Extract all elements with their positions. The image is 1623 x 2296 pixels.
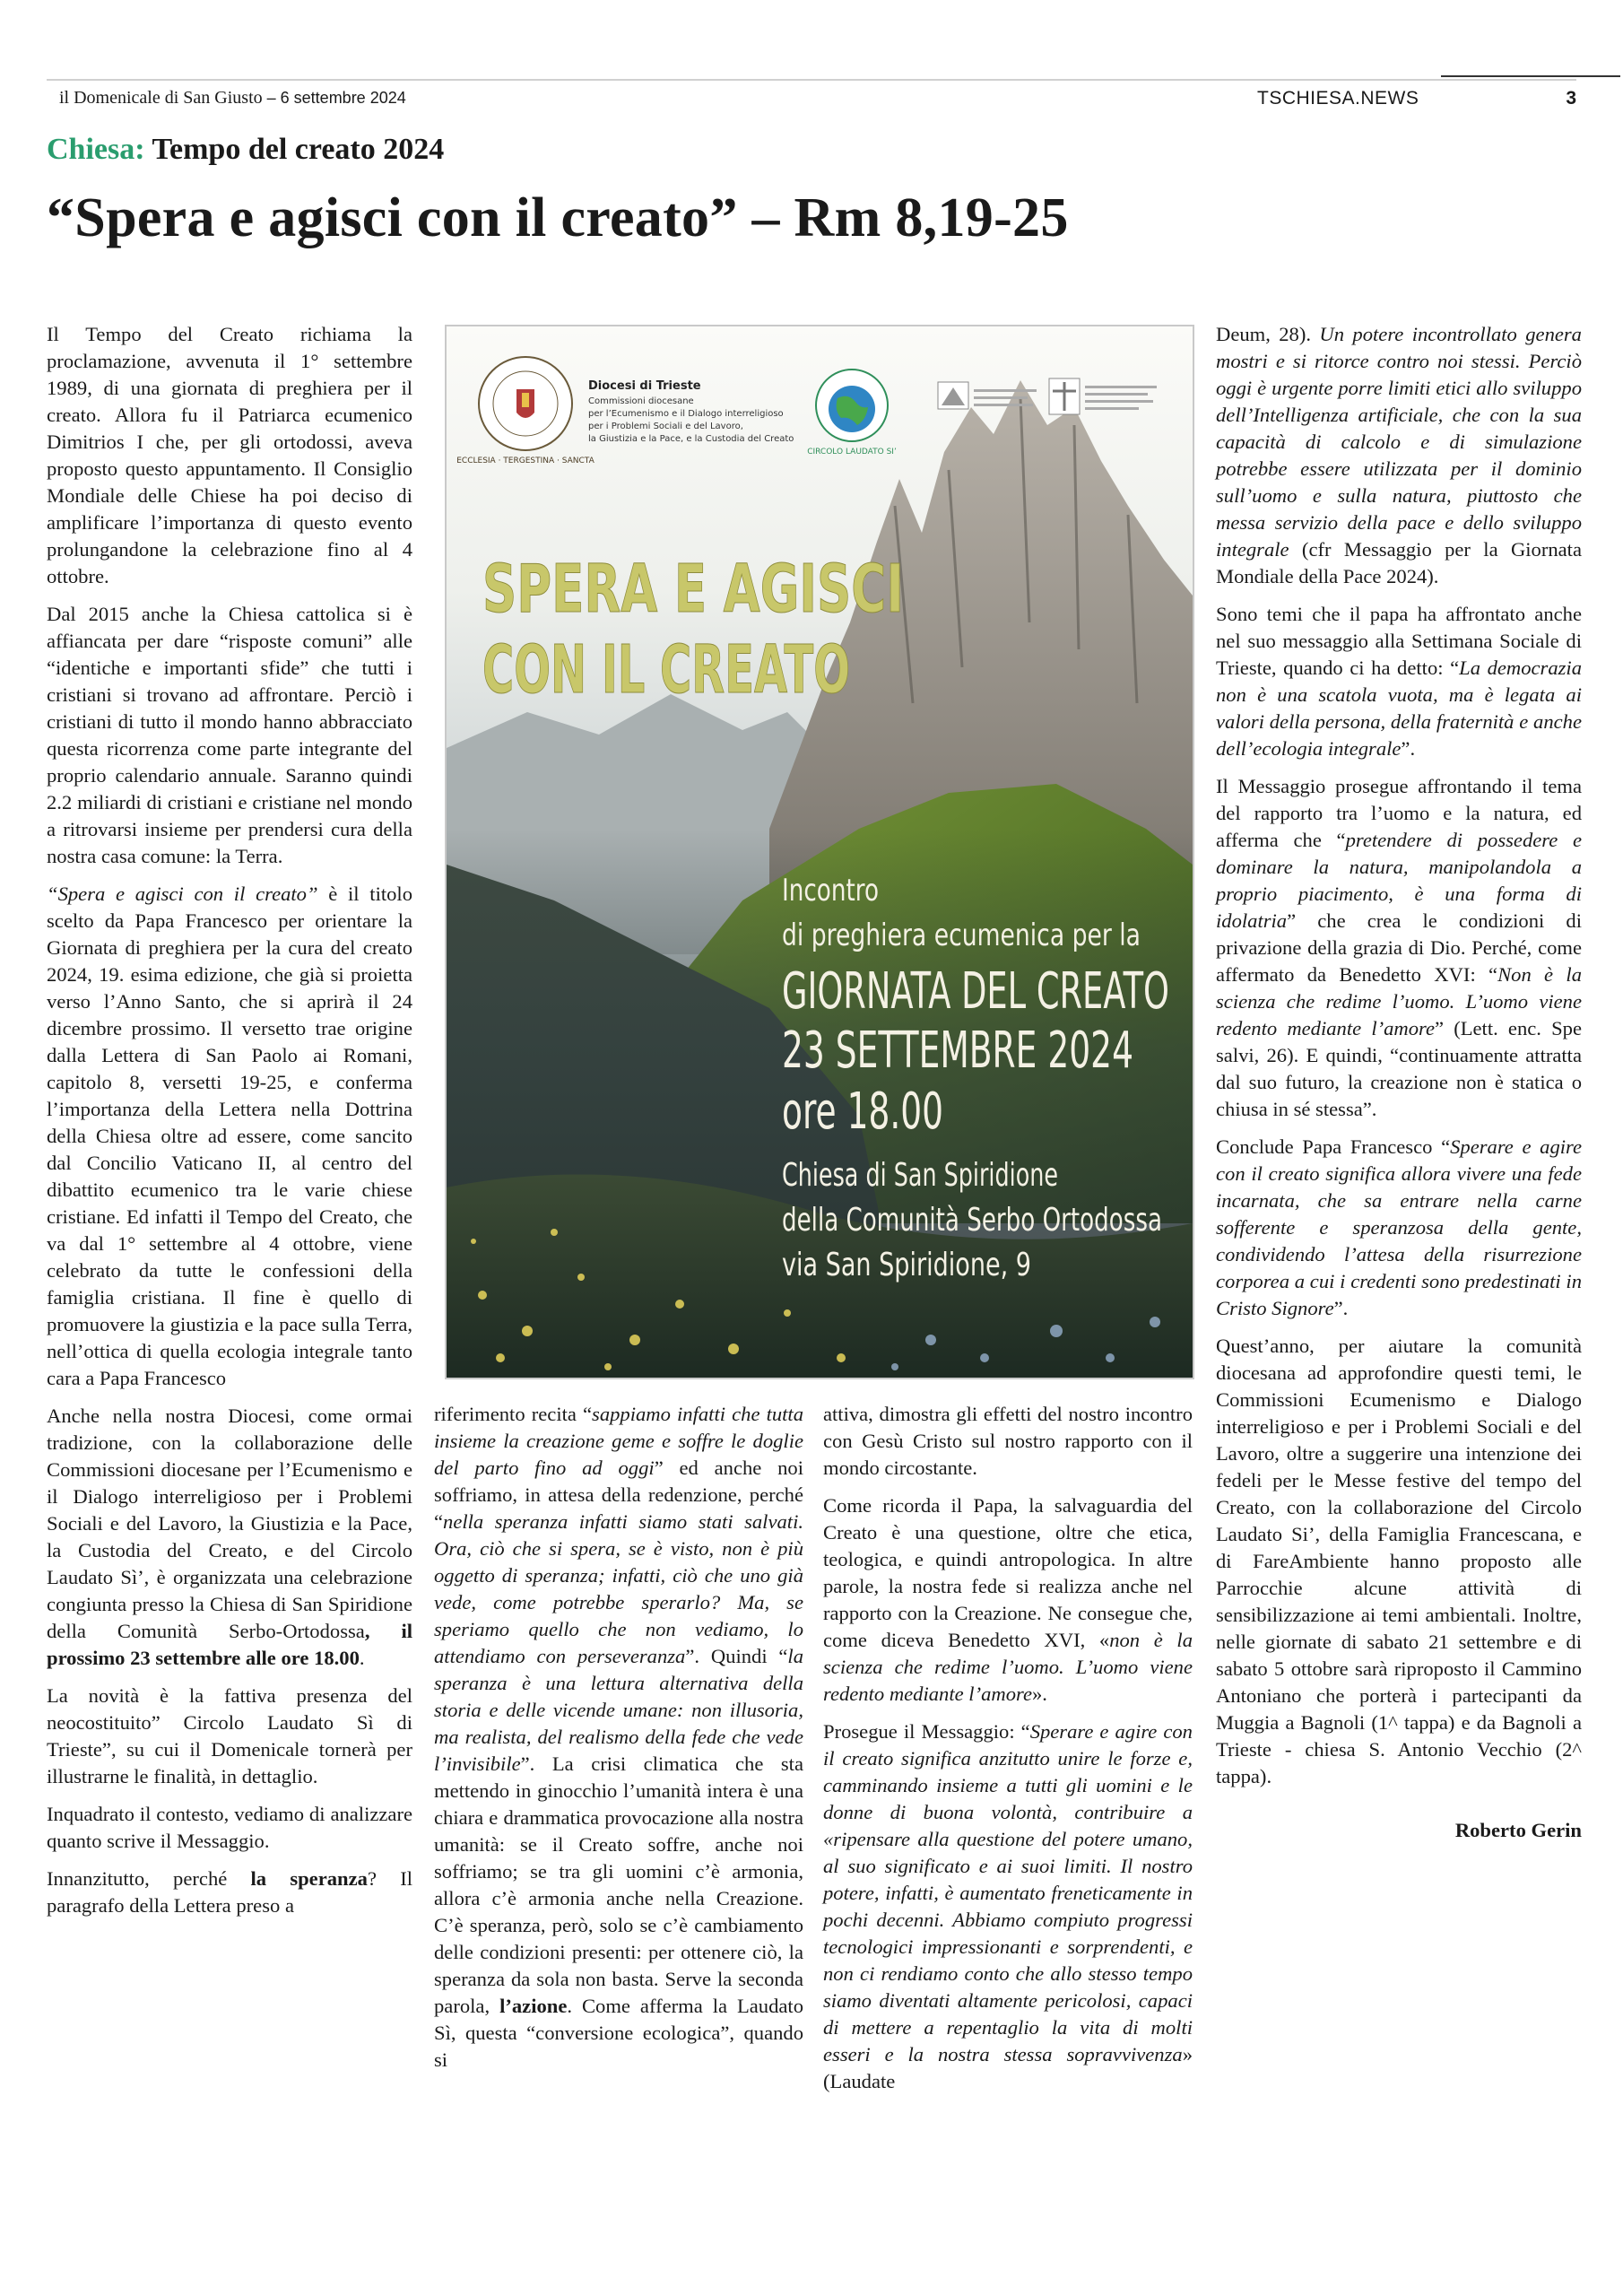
laudato-si-globe-icon <box>816 370 888 441</box>
text-run: ” che crea le condizioni di privazione della grazia di Dio. Perché, come affermato da Benedetto XVI: “ <box>1216 909 1582 986</box>
text-run: ”. La crisi climatica che sta mettendo in ginocchio l’umanità intera è una chiara e drammatica provocazione alla nostra umanità: se il Creato soffre, anche noi soffriamo; se tra gli uomini c’è armonia, allora c’è armonia anche nella Creazione. C’è speranza, però, solo se c’è cambiamento delle condizioni presenti: per ottenere ciò, la speranza da sola non basta. Serve la seconda parola, <box>434 1752 803 2017</box>
poster-commission-line: per l’Ecumenismo e il Dialogo interreligioso <box>588 409 784 419</box>
event-date: 23 SETTEMBRE 2024 <box>782 1022 1133 1080</box>
poster-graphic <box>447 326 1193 1378</box>
paragraph <box>823 1718 1193 2095</box>
paragraph <box>47 1866 412 1919</box>
event-line: di preghiera ecumenica per la <box>782 918 1141 953</box>
event-venue: della Comunità Serbo Ortodossa <box>782 1202 1162 1239</box>
paragraph: La novità è la fattiva presenza del neocostituito” Circolo Laudato Sì di Trieste”, su cui il Domenicale tornerà per illustrarne le finalità, in dettaglio. <box>47 1684 412 1787</box>
quote: Non è la scienza che redime l’uomo. L’uomo viene redento mediante l’amore <box>1216 963 1582 1039</box>
bold-run: , il prossimo 23 settembre alle ore 18.00 <box>47 1620 412 1669</box>
text-run: Il Messaggio prosegue affrontando il tema del rapporto tra l’uomo e la natura, ed afferma che “ <box>1216 775 1582 851</box>
poster-headline: CON IL CREATO <box>482 631 850 709</box>
text-run: Anche nella nostra Diocesi, come ormai tradizione, con la collaborazione delle Commissioni diocesane per l’Ecumenismo e il Dialogo interreligioso per i Problemi Sociali e del Lavoro, la Giustizia e la Pace, la Custodia del Creato, e del Circolo Laudato Sì’, è organizzata una celebrazione congiunta presso la Chiesa di San Spiridione della Comunità Serbo-Ortodossa <box>47 1405 412 1642</box>
diocese-seal-icon <box>479 357 572 450</box>
quote: nella speranza infatti siamo stati salvati. Ora, ciò che si spera, se è visto, non è più oggetto di speranza; infatti, ciò che uno già vede, come potrebbe sperarlo? Ma, se speriamo quello che non vediamo, lo attendiamo con perseveranza <box>434 1510 803 1667</box>
laudato-si-text: CIRCOLO LAUDATO SI’ <box>807 448 897 457</box>
publication-line <box>59 88 406 109</box>
paragraph <box>823 1492 1193 1708</box>
text-run: ? Il paragrafo della Lettera preso a <box>47 1867 413 1917</box>
event-address: via San Spiridione, 9 <box>782 1247 1031 1283</box>
column-2 <box>434 1401 803 2084</box>
text-run: . <box>359 1647 365 1669</box>
text-run: Prosegue il Messaggio: “ <box>823 1720 1030 1743</box>
header-rule <box>1441 75 1620 77</box>
quote: la speranza è una lettura alternativa della storia e delle vicende umane: non illusoria, ma realista, del realismo della fede che vede l’invisibile <box>434 1645 803 1775</box>
paragraph <box>1216 321 1582 590</box>
event-venue: Chiesa di San Spiridione <box>782 1157 1058 1194</box>
text-run: (cfr Messaggio per la Giornata Mondiale della Pace 2024). <box>1216 538 1582 587</box>
text-run: . Come afferma la Laudato Sì, questa “conversione ecologica”, quando si <box>434 1995 804 2071</box>
paragraph: Inquadrato il contesto, vediamo di analizzare quanto scrive il Messaggio. <box>47 1803 412 1852</box>
event-poster <box>445 325 1194 1379</box>
column-1 <box>47 321 412 1930</box>
text-run: ” (Lett. enc. Spe salvi, 26). E quindi, “continuamente attratta dal suo futuro, la creazione non è statica o chiusa in sé stessa”. <box>1216 1017 1582 1120</box>
seal-text: ECCLESIA · TERGESTINA · SANCTA <box>456 457 595 465</box>
publication-name: il Domenicale di San Giusto <box>59 88 263 108</box>
paragraph <box>47 881 412 1392</box>
text-run: ” ed anche noi soffriamo, in attesa della redenzione, perché “ <box>434 1457 803 1533</box>
quote: Sperare e agire con il creato significa allora vivere una fede incarnata, che sa entrare nella carne sofferente e speranzosa della gente, condividendo l’attesa della risurrezione corporea a cui i credenti sono predestinati in Cristo Signore <box>1216 1135 1582 1319</box>
event-title: GIORNATA DEL CREATO <box>782 962 1169 1021</box>
quote: Un potere incontrollato genera mostri e si ritorce contro noi stessi. Perciò oggi è urgente porre limiti etici allo sviluppo dell’Intelligenza artificiale, che con la sua capacità di calcolo e di simulazione potrebbe essere utilizzata per il dominio sull’uomo e sulla natura, piuttosto che messa servizio della pace e dello sviluppo integrale <box>1216 323 1582 561</box>
quote: sappiamo infatti che tutta insieme la creazione geme e soffre le doglie del parto fino ad oggi <box>434 1403 803 1479</box>
paragraph: Dal 2015 anche la Chiesa cattolica si è affiancata per dare “risposte comuni” alle “identiche e importanti sfide” che tutti i cristiani si trovano ad affrontare. Perciò i cristiani di tutto il mondo hanno abbracciato questa ricorrenza come parte integrante del proprio calendario annuale. Saranno quindi 2.2 miliardi di cristiani e cristiane nel mondo a ritrovarsi insieme per prendersi cura della nostra casa comune: la Terra. <box>47 603 412 867</box>
issue-date: – 6 settembre 2024 <box>266 89 406 107</box>
article-kicker <box>47 133 444 167</box>
poster-commission-line: la Giustizia e la Pace, e la Custodia del Creato <box>588 434 794 444</box>
text-run: Deum, 28). <box>1216 323 1320 345</box>
quote: La democrazia non è una scatola vuota, ma è legata ai valori della persona, della fraternità e anche dell’ecologia integrale <box>1216 657 1582 760</box>
page-header <box>47 79 1576 120</box>
column-3 <box>823 1401 1193 2106</box>
article-title: “Spera e agisci con il creato” – Rm 8,19-25 <box>47 187 1069 248</box>
column-4 <box>1216 321 1582 1844</box>
poster-diocese: Diocesi di Trieste <box>588 379 701 393</box>
text-run: » (Laudate <box>823 2043 1193 2092</box>
paragraph: attiva, dimostra gli effetti del nostro incontro con Gesù Cristo sul nostro rapporto con il mondo circostante. <box>823 1403 1193 1479</box>
section-label: Chiesa: <box>47 133 145 166</box>
paragraph: Quest’anno, per aiutare la comunità diocesana ad approfondire questi temi, le Commissioni Ecumenismo e Dialogo interreligioso e per i Problemi Sociali e del Lavoro, oltre a suggerire una intenzione dei fedeli per le Messe festive del tempo del Creato, con la collaborazione del Circolo Laudato Si’, della Famiglia Francescana, e di FareAmbiente hanno proposto alle Parrocchie alcune attività di sensibilizzazione ai temi ambientali. Inoltre, nelle giornate di sabato 21 settembre e di sabato 5 ottobre sarà riproposto il Cammino Antoniano che porterà i partecipanti da Muggia a Bagnoli (1^ tappa) e da Bagnoli a Trieste - chiesa S. Antonio Vecchio (2^ tappa). <box>1216 1335 1582 1787</box>
paragraph <box>434 1401 803 2074</box>
author-signature: Roberto Gerin <box>1454 1819 1582 1841</box>
site-name: TSCHIESA.NEWS <box>1257 88 1419 109</box>
bold-run: la speranza <box>250 1867 368 1890</box>
paragraph <box>1216 773 1582 1123</box>
text-run: ”. Quindi “ <box>685 1645 788 1667</box>
text-run: Come ricorda il Papa, la salvaguardia del Creato è una questione, oltre che etica, teologica, e quindi antropologica. In altre parole, la nostra fede si realizza anche nel rapporto con la Creazione. Ne consegue che, come diceva Benedetto XVI, « <box>823 1494 1193 1651</box>
poster-commission-line: Commissioni diocesane <box>588 396 694 406</box>
event-time: ore 18.00 <box>782 1083 943 1141</box>
poster-headline: SPERA E AGISCI <box>482 551 904 628</box>
event-line: Incontro <box>782 873 879 909</box>
quote: “Spera e agisci con il creato” <box>47 883 318 905</box>
paragraph <box>1216 601 1582 762</box>
poster-commission-line: per i Problemi Sociali e del Lavoro, <box>588 422 743 431</box>
text-run: ”. <box>1333 1297 1349 1319</box>
text-run: Sono temi che il papa ha affrontato anche nel suo messaggio alla Settimana Sociale di Trieste, quando ci ha detto: “ <box>1216 603 1582 679</box>
bold-run: l’azione <box>499 1995 568 2017</box>
quote: pretendere di possedere e dominare la natura, manipolandola a proprio piacimento, è una forma di idolatria <box>1216 829 1582 932</box>
page-number: 3 <box>1566 88 1576 109</box>
text-run: riferimento recita “ <box>434 1403 593 1425</box>
text-run: Conclude Papa Francesco “ <box>1216 1135 1451 1158</box>
text-run: ». <box>1032 1683 1047 1705</box>
text-run: Innanzitutto, perché <box>47 1867 251 1890</box>
quote: Sperare e agire con il creato significa anzitutto unire le forze e, camminando insieme a tutti gli uomini e le donne di buona volontà, contribuire a «ripensare alla questione del potere umano, al suo significato e ai suoi limiti. Il nostro potere, infatti, è aumentato freneticamente in pochi decenni. Abbiamo compiuto progressi tecnologici impressionanti e sorprendenti, e non ci rendiamo conto che allo stesso tempo siamo diventati altamente pericolosi, capaci di mettere a repentaglio la vita di molti esseri e la nostra stessa sopravvivenza <box>823 1720 1193 2066</box>
quote: non è la scienza che redime l’uomo. L’uomo viene redento mediante l’amore <box>823 1629 1193 1705</box>
text-run: ”. <box>1401 737 1416 760</box>
kicker-text: Tempo del creato 2024 <box>152 133 445 166</box>
paragraph <box>1216 1134 1582 1322</box>
text-run: è il titolo scelto da Papa Francesco per orientare la Giornata di preghiera per la cura del creato 2024, 19. esima edizione, che già si proietta verso l’Anno Santo, che si aprirà il 24 dicembre prossimo. Il versetto trae origine dalla Lettera di San Paolo ai Romani, capitolo 8, versetti 19-25, e conferma l’importanza della Lettera nella Dottrina della Chiesa oltre ad essere, come sancito dal Concilio Vaticano II, al centro del dibattito ecumenico tra le varie chiese cristiane. Ed infatti il Tempo del Creato, che va dal 1° settembre al 4 ottobre, viene celebrato da tutte le confessioni della famiglia cristiana. Il fine è quello di promuovere la giustizia e la pace sulla Terra, nell’ottica di quella ecologia integrale tanto cara a Papa Francesco <box>47 883 412 1389</box>
paragraph: Il Tempo del Creato richiama la proclamazione, avvenuta il 1° settembre 1989, di una giornata di preghiera per il creato. Allora fu il Patriarca ecumenico Dimitrios I che, per gli ortodossi, aveva proposto questo appuntamento. Il Consiglio Mondiale delle Chiese ha poi deciso di amplificare l’importanza di questo evento prolungandone la celebrazione fino al 4 ottobre. <box>47 323 412 587</box>
paragraph <box>47 1403 412 1672</box>
